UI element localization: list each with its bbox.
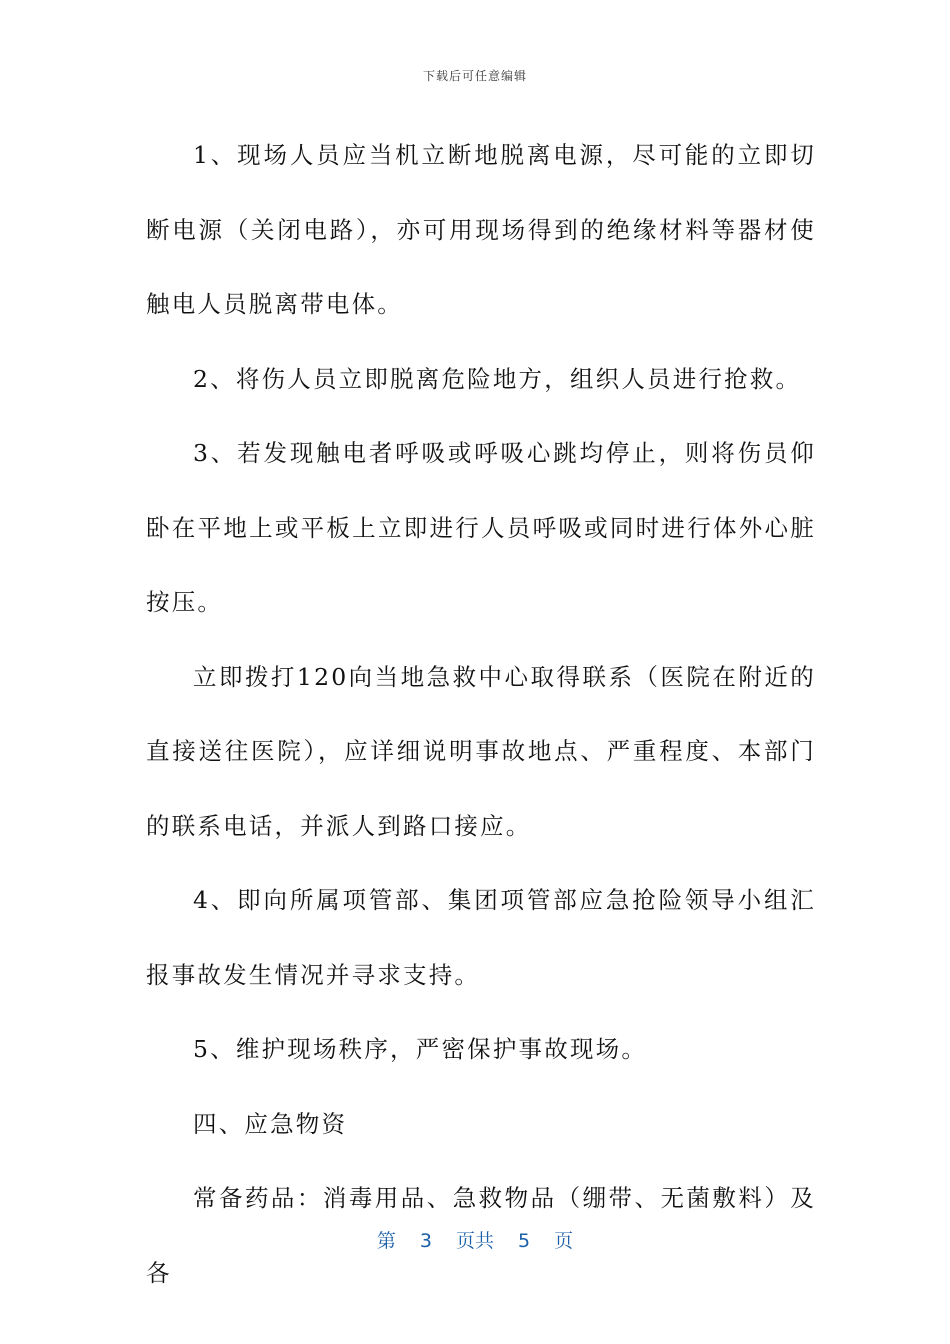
section-heading-emergency-supplies: 四、应急物资 [193, 1109, 348, 1138]
paragraph-protect-scene: 5、维护现场秩序，严密保护事故现场。 [193, 1035, 648, 1063]
paragraph-medicines: 常备药品：消毒用品、急救物品（绷带、无菌敷料）及各 [146, 1184, 816, 1287]
paragraph-call-120: 立即拨打120向当地急救中心取得联系（医院在附近的直接送往医院），应详细说明事故地点、严重程度、本部门的联系电话，并派人到路口接应。 [146, 662, 816, 840]
footer-page-prefix: 第 [376, 1230, 396, 1252]
paragraph-cut-power: 1、现场人员应当机立断地脱离电源，尽可能的立即切断电源（关闭电路），亦可用现场得到的绝缘材料等器材使触电人员脱离带电体。 [146, 141, 816, 318]
paragraph-evacuate-injured: 2、将伤人员立即脱离危险地方，组织人员进行抢救。 [193, 364, 802, 393]
footer-total-pages: 5 [518, 1230, 531, 1252]
paragraph-cpr: 3、若发现触电者呼吸或呼吸心跳均停止，则将伤员仰卧在平地上或平板上立即进行人员呼吸或同时进行体外心脏按压。 [146, 439, 816, 616]
page-footer [0, 1226, 950, 1253]
footer-page-suffix: 页 [554, 1230, 574, 1252]
document-body [146, 118, 816, 1310]
paragraph-report: 4、即向所属项管部、集团项管部应急抢险领导小组汇报事故发生情况并寻求支持。 [146, 886, 816, 989]
header-note: 下载后可任意编辑 [422, 69, 527, 83]
footer-page-mid: 页共 [455, 1230, 494, 1252]
footer-current-page: 3 [419, 1230, 432, 1252]
